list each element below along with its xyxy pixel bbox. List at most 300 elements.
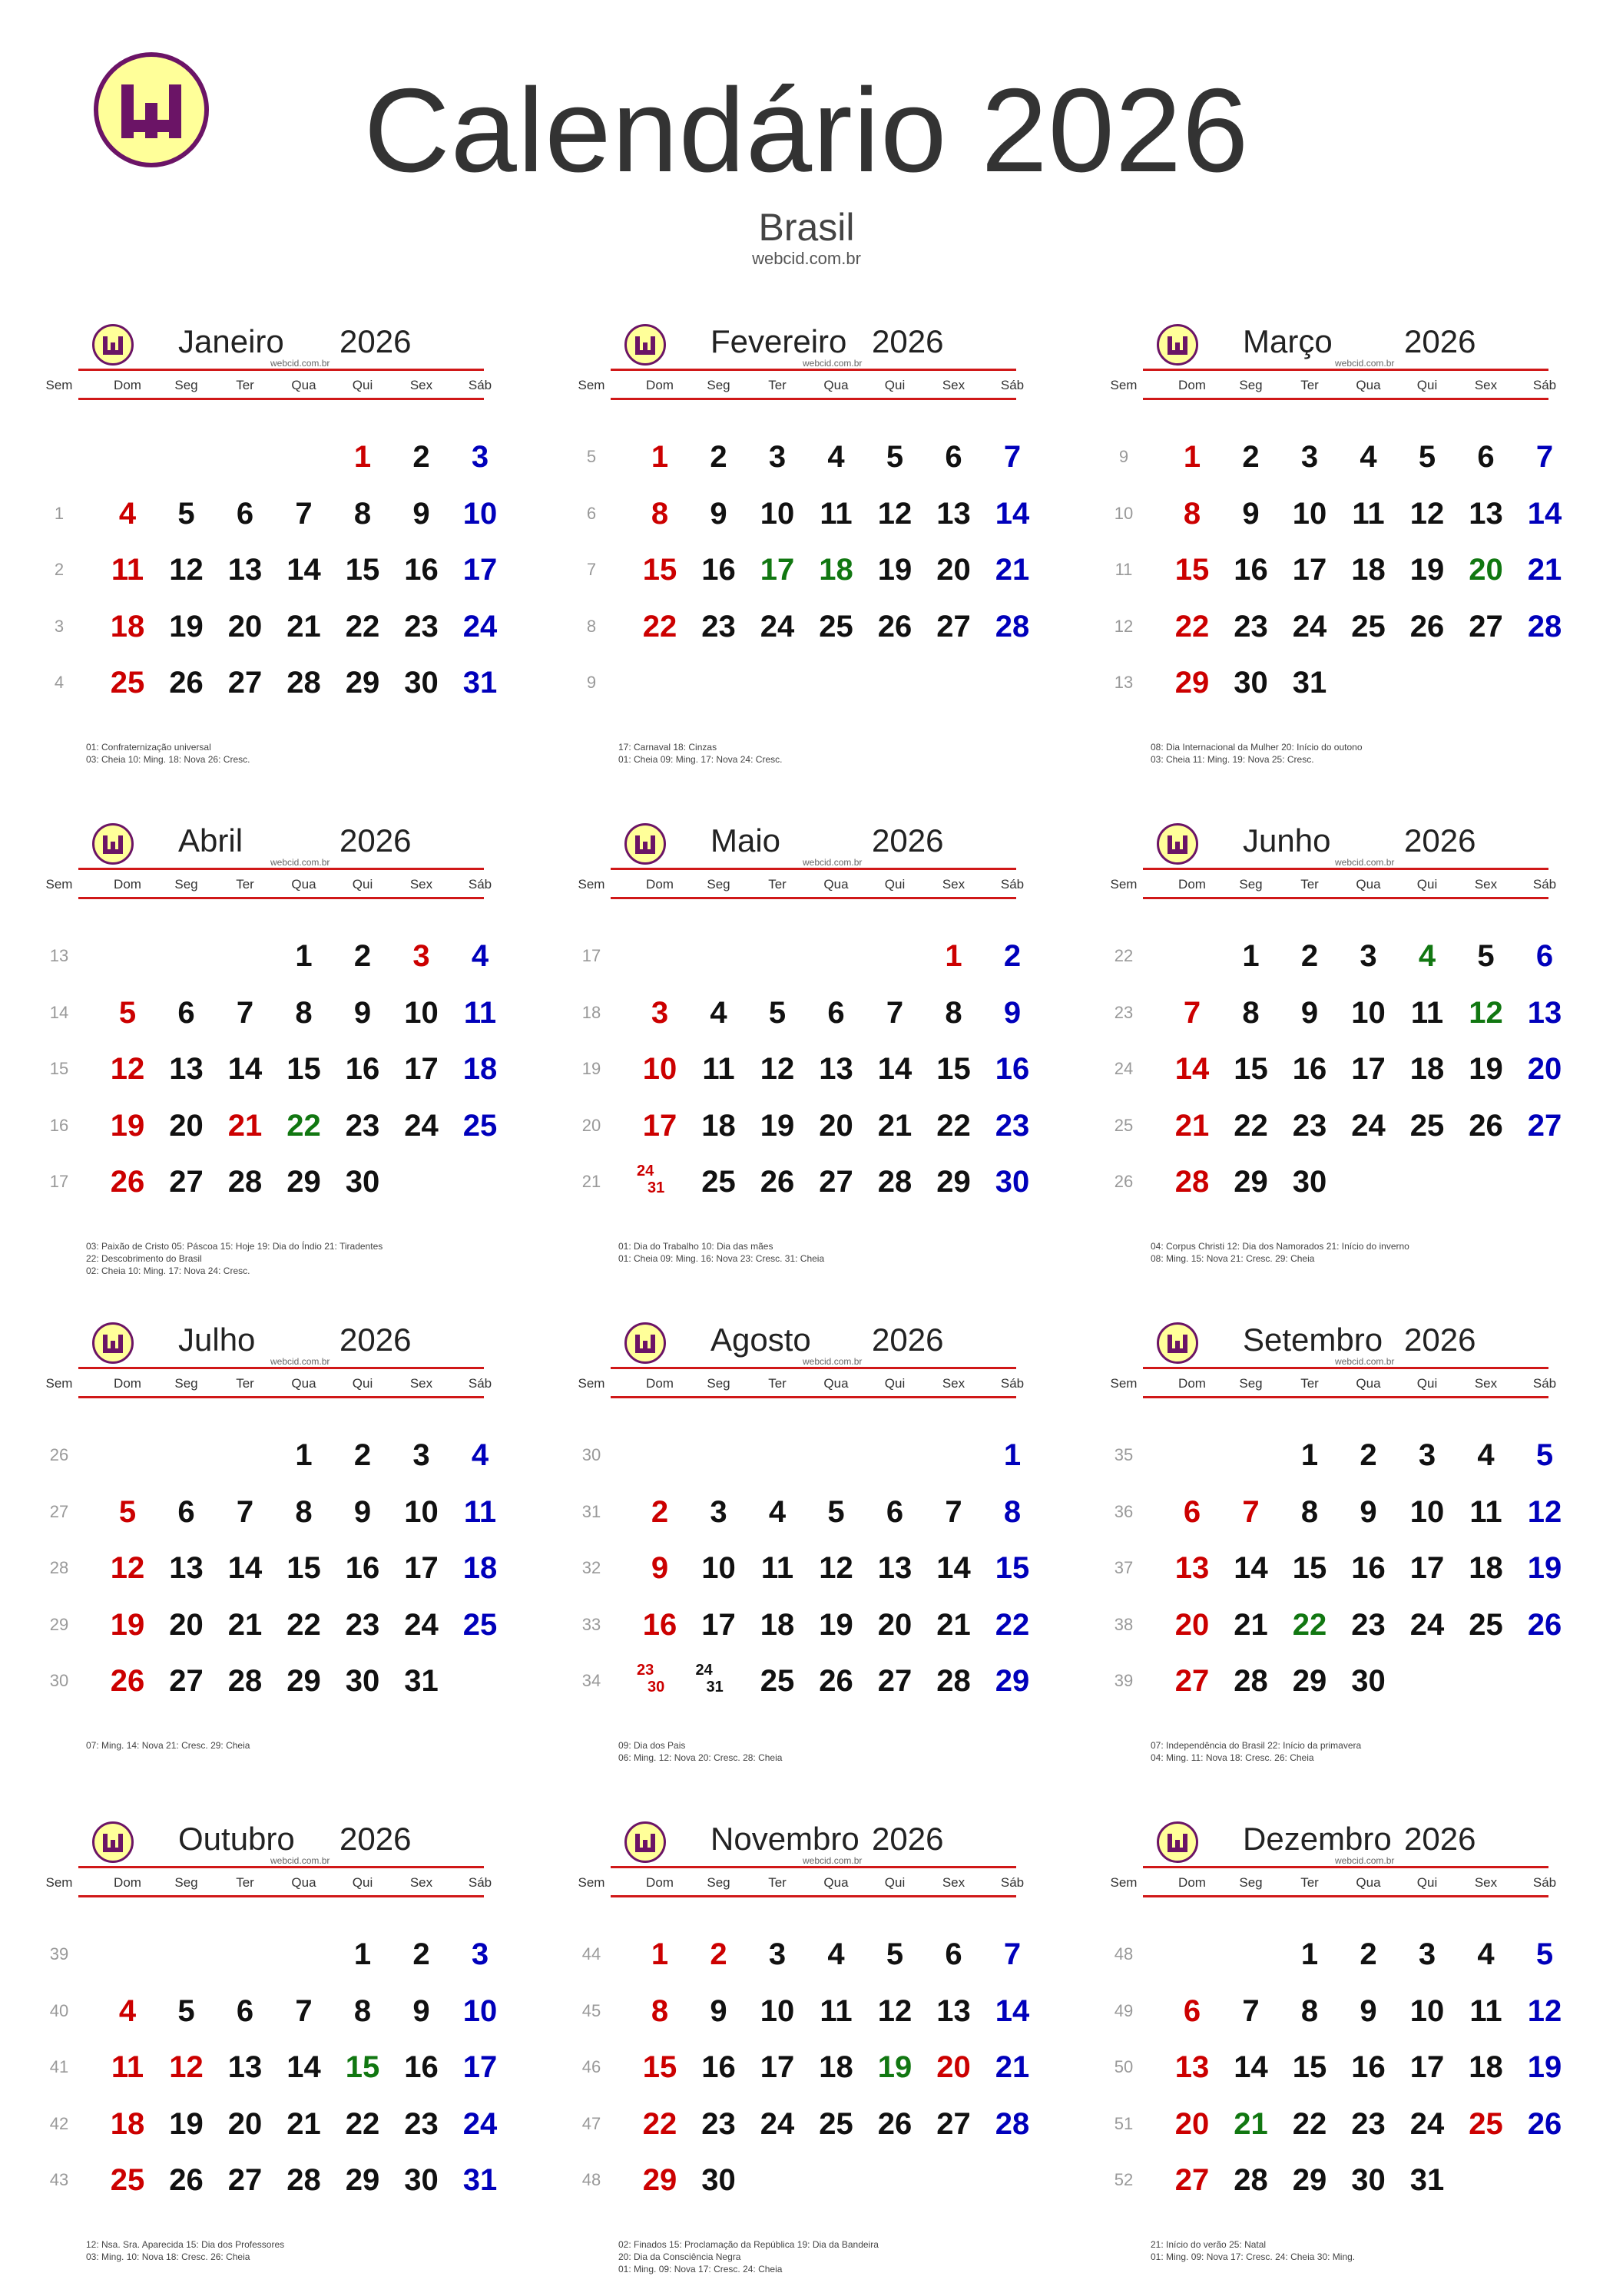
calendar-day: 28 (286, 666, 321, 700)
weekday-header: Sex (942, 1376, 965, 1391)
calendar-day: 22 (1292, 1607, 1327, 1642)
month-abril (40, 822, 562, 1298)
calendar-day: 10 (404, 995, 439, 1030)
calendar-day: 21 (1174, 1108, 1210, 1143)
weekday-header: Seg (1239, 1875, 1263, 1890)
weekday-header: Sáb (468, 378, 492, 392)
weekday-header: Ter (236, 1376, 254, 1391)
week-number: 34 (581, 1671, 601, 1690)
weekday-header: Sex (942, 877, 965, 892)
weekday-header: Ter (236, 378, 254, 392)
calendar-day: 25 (819, 2106, 853, 2141)
week-number: 15 (49, 1059, 69, 1078)
calendar-day: 7 (295, 496, 313, 531)
calendar-day: 18 (1469, 1551, 1503, 1585)
calendar-day: 3 (412, 1438, 430, 1472)
calendar-day: 9 (412, 1993, 430, 2028)
calendar-day: 20 (169, 1108, 204, 1143)
weekday-header: Seg (174, 1376, 198, 1391)
note-line: 07: Ming. 14: Nova 21: Cresc. 29: Cheia (86, 1740, 250, 1751)
calendar-day: 28 (995, 2106, 1030, 2141)
calendar-day: 25 (819, 609, 853, 643)
calendar-day: 15 (1234, 1052, 1268, 1086)
month-name: Junho (1243, 822, 1331, 859)
month-notes (1151, 1240, 1581, 1265)
calendar-day: 2 (1360, 1937, 1377, 1971)
weekday-header: Sáb (1000, 1376, 1025, 1391)
calendar-day: 4 (768, 1494, 787, 1529)
day-number: 24 (637, 1163, 654, 1179)
calendar-day: 21 (286, 609, 321, 643)
weekday-header: Ter (1300, 1376, 1319, 1391)
calendar-day: 12 (1527, 1993, 1562, 2028)
weekday-header: Qui (884, 1376, 906, 1391)
weekday-header: Sáb (1000, 378, 1025, 392)
weekday-header: Qui (1416, 877, 1438, 892)
month-name: Dezembro (1243, 1821, 1392, 1857)
calendar-day: 19 (760, 1108, 795, 1143)
calendar-day: 27 (169, 1165, 204, 1199)
calendar-day: 2 (353, 939, 372, 973)
calendar-day: 7 (886, 995, 904, 1030)
month-notes (1151, 1739, 1581, 1764)
calendar-day: 26 (110, 1165, 145, 1199)
weekday-header: Qui (352, 378, 373, 392)
month-notes (618, 1739, 1048, 1764)
calendar-day: 1 (945, 939, 962, 973)
week-number: 8 (586, 616, 597, 636)
calendar-day: 3 (471, 440, 489, 474)
week-number: 44 (581, 1944, 601, 1964)
calendar-day: 11 (702, 1052, 735, 1086)
calendar-day: 30 (995, 1165, 1030, 1199)
weekday-header: Qua (1356, 378, 1381, 392)
calendar-day: 4 (827, 1937, 845, 1971)
calendar-day: 5 (118, 1494, 137, 1529)
calendar-day: 22 (345, 2106, 380, 2141)
calendar-day: 14 (1527, 496, 1562, 531)
calendar-day: 1 (651, 1937, 669, 1971)
calendar-day: 9 (651, 1551, 669, 1585)
calendar-day: 3 (471, 1937, 489, 1971)
calendar-day: 7 (1183, 995, 1201, 1030)
month-name: Janeiro (178, 323, 284, 359)
calendar-day-split (631, 1163, 689, 1201)
note-line: 09: Dia dos Pais (618, 1740, 686, 1751)
week-number: 37 (1114, 1558, 1134, 1577)
calendar-day: 27 (227, 666, 263, 700)
month-agosto (572, 1321, 1095, 1797)
weekday-header: Sex (409, 1875, 433, 1890)
weekday-header: Qui (352, 1376, 373, 1391)
month-year: 2026 (872, 1821, 944, 1857)
calendar-day: 4 (1477, 1937, 1495, 1971)
calendar-day: 7 (1242, 1494, 1260, 1529)
month-name: Outubro (178, 1821, 295, 1857)
calendar-day: 20 (227, 609, 263, 643)
calendar-day: 19 (110, 1607, 145, 1642)
week-number: 17 (49, 1172, 69, 1191)
calendar-day: 4 (1477, 1438, 1495, 1472)
calendar-day: 30 (1351, 2163, 1386, 2197)
calendar-day: 28 (227, 1664, 263, 1698)
calendar-day: 1 (353, 440, 372, 474)
weekday-header: Seg (707, 877, 730, 892)
month-notes (86, 1739, 516, 1752)
calendar-day: 16 (1234, 553, 1268, 587)
weekday-header: Qua (823, 877, 849, 892)
calendar-day: 8 (295, 995, 313, 1030)
week-number: 3 (54, 616, 65, 636)
calendar-day: 3 (1300, 440, 1319, 474)
calendar-day: 17 (760, 553, 795, 587)
calendar-day: 21 (995, 2050, 1030, 2084)
week-number: 52 (1114, 2170, 1134, 2189)
weekday-header: Sex (409, 877, 433, 892)
calendar-day: 21 (1234, 2106, 1268, 2141)
site-url: webcid.com.br (1335, 857, 1395, 868)
calendar-day: 18 (110, 2106, 145, 2141)
calendar-day: 26 (110, 1664, 145, 1698)
calendar-day: 4 (1360, 440, 1377, 474)
week-number: 23 (1114, 1002, 1134, 1022)
calendar-day: 17 (701, 1607, 736, 1642)
calendar-day: 20 (1527, 1052, 1562, 1086)
note-line: 01: Cheia 09: Ming. 16: Nova 23: Cresc. 31: Cheia (618, 1253, 825, 1264)
calendar-day: 29 (995, 1664, 1030, 1698)
calendar-day: 25 (760, 1664, 795, 1698)
calendar-day: 14 (1234, 2050, 1268, 2084)
weekday-header: Ter (1300, 1875, 1319, 1890)
calendar-day: 24 (462, 2106, 498, 2141)
calendar-day: 23 (345, 1108, 380, 1143)
calendar-day: 8 (1300, 1993, 1319, 2028)
calendar-day: 5 (177, 496, 195, 531)
calendar-day: 22 (286, 1607, 321, 1642)
month-notes (86, 2238, 516, 2263)
weekday-header: Sex (409, 1376, 433, 1391)
month-year: 2026 (339, 323, 412, 359)
divider (1143, 868, 1548, 870)
calendar-day: 28 (1174, 1165, 1210, 1199)
calendar-day: 10 (760, 1993, 795, 2028)
calendar-day: 8 (1300, 1494, 1319, 1529)
site-url: webcid.com.br (1335, 1855, 1395, 1866)
calendar-day: 6 (945, 440, 962, 474)
calendar-day: 20 (819, 1108, 853, 1143)
calendar-day: 28 (995, 609, 1030, 643)
weekday-header: Ter (1300, 378, 1319, 392)
month-notes (618, 1240, 1048, 1265)
calendar-day: 15 (1292, 2050, 1327, 2084)
calendar-day: 9 (1003, 995, 1022, 1030)
site-url: webcid.com.br (803, 358, 863, 369)
note-line: 04: Ming. 11: Nova 18: Cresc. 26: Cheia (1151, 1752, 1314, 1763)
calendar-day: 29 (936, 1165, 971, 1199)
calendar-day: 30 (345, 1165, 380, 1199)
calendar-day: 18 (462, 1551, 498, 1585)
calendar-day: 11 (1469, 1494, 1502, 1529)
calendar-day: 15 (345, 553, 380, 587)
calendar-day: 4 (710, 995, 727, 1030)
calendar-day: 8 (1242, 995, 1260, 1030)
calendar-day: 31 (1409, 2163, 1445, 2197)
calendar-day: 2 (1003, 939, 1022, 973)
calendar-day: 18 (701, 1108, 736, 1143)
calendar-day: 18 (1351, 553, 1386, 587)
week-number-header: Sem (1110, 877, 1138, 892)
calendar-day: 23 (345, 1607, 380, 1642)
note-line: 01: Ming. 09: Nova 17: Cresc. 24: Cheia 30: Ming. (1151, 2251, 1356, 2262)
week-number: 13 (49, 946, 69, 965)
calendar-day: 9 (1360, 1993, 1377, 2028)
note-line: 03: Ming. 10: Nova 18: Cresc. 26: Cheia (86, 2251, 250, 2262)
calendar-day: 3 (651, 995, 669, 1030)
calendar-day: 10 (1409, 1494, 1445, 1529)
weekday-header: Seg (707, 1376, 730, 1391)
calendar-day: 29 (1292, 2163, 1327, 2197)
weekday-header: Qua (291, 1376, 316, 1391)
calendar-day: 19 (1527, 1551, 1562, 1585)
divider (78, 1396, 484, 1398)
week-number: 16 (49, 1115, 69, 1135)
webcid-logo-icon (624, 1322, 666, 1364)
week-number-header: Sem (45, 877, 73, 892)
calendar-day: 13 (819, 1052, 853, 1086)
calendar-day: 13 (877, 1551, 912, 1585)
month-name: Novembro (710, 1821, 859, 1857)
divider (1143, 1367, 1548, 1369)
month-notes (1151, 741, 1581, 766)
note-line: 22: Descobrimento do Brasil (86, 1253, 202, 1264)
calendar-day: 3 (768, 440, 787, 474)
weekday-header: Seg (1239, 378, 1263, 392)
weekday-header: Qua (291, 378, 316, 392)
calendar-day: 17 (1351, 1052, 1386, 1086)
calendar-day: 10 (404, 1494, 439, 1529)
calendar-day: 26 (1409, 609, 1445, 643)
calendar-day: 5 (886, 1937, 904, 1971)
webcid-logo-icon (624, 1821, 666, 1863)
weekday-header: Ter (768, 1376, 787, 1391)
calendar-day: 27 (1174, 1664, 1210, 1698)
calendar-day: 17 (404, 1052, 439, 1086)
note-line: 17: Carnaval 18: Cinzas (618, 742, 717, 753)
week-number: 26 (49, 1445, 69, 1464)
calendar-day: 18 (1409, 1052, 1445, 1086)
note-line: 06: Ming. 12: Nova 20: Cresc. 28: Cheia (618, 1752, 783, 1763)
site-url: webcid.com.br (270, 857, 330, 868)
weekday-header: Qui (352, 1875, 373, 1890)
webcid-logo-icon (1157, 1322, 1198, 1364)
calendar-day: 11 (1469, 1993, 1502, 2028)
month-year: 2026 (1404, 1322, 1476, 1358)
calendar-day: 15 (642, 2050, 677, 2084)
month-maio (572, 822, 1095, 1298)
calendar-day: 26 (877, 2106, 912, 2141)
week-number: 45 (581, 2000, 601, 2020)
week-number: 11 (1115, 560, 1133, 579)
note-line: 04: Corpus Christi 12: Dia dos Namorados 21: Início do inverno (1151, 1241, 1409, 1252)
week-number: 20 (581, 1115, 601, 1135)
weekday-header: Qui (1416, 378, 1438, 392)
month-year: 2026 (872, 822, 944, 859)
calendar-day: 7 (236, 1494, 254, 1529)
calendar-day: 16 (1292, 1052, 1327, 1086)
calendar-day: 19 (877, 2050, 912, 2084)
month-setembro (1105, 1321, 1613, 1797)
week-number: 25 (1114, 1115, 1134, 1135)
calendar-day: 2 (412, 1937, 430, 1971)
calendar-day: 18 (819, 553, 853, 587)
site-url: webcid.com.br (803, 857, 863, 868)
month-name: Abril (178, 822, 243, 859)
calendar-day: 30 (701, 2163, 736, 2197)
month-year: 2026 (872, 1322, 944, 1358)
calendar-day: 15 (345, 2050, 380, 2084)
weekday-header: Sáb (468, 1875, 492, 1890)
calendar-day: 30 (1234, 666, 1268, 700)
calendar-day: 6 (177, 1494, 195, 1529)
calendar-day: 27 (936, 2106, 971, 2141)
calendar-day: 20 (877, 1607, 912, 1642)
divider (611, 897, 1016, 899)
calendar-day: 29 (345, 666, 380, 700)
calendar-day: 17 (1409, 1551, 1445, 1585)
week-number: 50 (1114, 2057, 1134, 2076)
month-janeiro (40, 323, 562, 799)
calendar-day: 28 (1234, 2163, 1268, 2197)
calendar-day: 16 (1351, 1551, 1386, 1585)
calendar-day: 22 (1292, 2106, 1327, 2141)
week-number: 47 (581, 2113, 601, 2133)
week-number: 26 (1114, 1172, 1134, 1191)
weekday-header: Qua (291, 1875, 316, 1890)
month-junho (1105, 822, 1613, 1298)
week-number: 48 (1114, 1944, 1134, 1964)
calendar-day: 12 (877, 1993, 912, 2028)
month-year: 2026 (339, 822, 412, 859)
calendar-day: 13 (227, 553, 263, 587)
divider (1143, 398, 1548, 400)
divider (78, 398, 484, 400)
calendar-day: 21 (1527, 553, 1562, 587)
month-dezembro (1105, 1820, 1613, 2296)
divider (611, 868, 1016, 870)
calendar-day: 7 (295, 1993, 313, 2028)
week-number: 35 (1114, 1445, 1134, 1464)
week-number-header: Sem (45, 378, 73, 392)
calendar-day: 12 (819, 1551, 853, 1585)
weekday-header: Seg (707, 1875, 730, 1890)
calendar-day: 21 (1234, 1607, 1268, 1642)
calendar-day: 13 (1527, 995, 1562, 1030)
week-number: 33 (581, 1614, 601, 1634)
week-number: 48 (581, 2170, 601, 2189)
calendar-day: 3 (768, 1937, 787, 1971)
webcid-logo-icon (92, 324, 134, 366)
calendar-day: 28 (1527, 609, 1562, 643)
calendar-day: 6 (1183, 1494, 1201, 1529)
calendar-day: 12 (169, 2050, 204, 2084)
calendar-day-split (631, 1662, 689, 1700)
calendar-day: 11 (1352, 496, 1385, 531)
month-notes (86, 1240, 516, 1277)
calendar-day-split (690, 1662, 748, 1700)
webcid-logo-icon (92, 823, 134, 865)
week-number-header: Sem (1110, 1875, 1138, 1890)
calendar-day: 21 (936, 1607, 971, 1642)
calendar-day: 24 (462, 609, 498, 643)
calendar-day: 11 (111, 2050, 144, 2084)
weekday-header: Ter (768, 378, 787, 392)
weekday-header: Dom (1178, 1376, 1206, 1391)
calendar-day: 28 (286, 2163, 321, 2197)
calendar-day: 27 (227, 2163, 263, 2197)
calendar-day: 9 (353, 1494, 372, 1529)
divider (611, 1367, 1016, 1369)
calendar-day: 5 (768, 995, 787, 1030)
weekday-header: Sáb (468, 1376, 492, 1391)
calendar-day: 15 (642, 553, 677, 587)
day-number: 30 (648, 1679, 665, 1696)
week-number: 30 (49, 1671, 69, 1690)
month-year: 2026 (872, 323, 944, 359)
weekday-header: Qui (1416, 1376, 1438, 1391)
calendar-day: 6 (236, 1993, 254, 2028)
week-number-header: Sem (45, 1376, 73, 1391)
note-line: 08: Ming. 15: Nova 21: Cresc. 29: Cheia (1151, 1253, 1315, 1264)
note-line: 01: Cheia 09: Ming. 17: Nova 24: Cresc. (618, 754, 783, 765)
weekday-header: Seg (174, 1875, 198, 1890)
week-number: 32 (581, 1558, 601, 1577)
divider (78, 1367, 484, 1369)
month-notes (86, 741, 516, 766)
weekday-header: Ter (768, 877, 787, 892)
calendar-day: 22 (1234, 1108, 1268, 1143)
weekday-header: Sex (409, 378, 433, 392)
calendar-day: 4 (1418, 939, 1436, 973)
calendar-day: 29 (286, 1165, 321, 1199)
calendar-day: 2 (1300, 939, 1319, 973)
calendar-day: 24 (760, 609, 795, 643)
weekday-header: Seg (1239, 1376, 1263, 1391)
calendar-day: 24 (1292, 609, 1327, 643)
calendar-day: 2 (710, 1937, 727, 1971)
month-name: Julho (178, 1322, 256, 1358)
calendar-day: 18 (462, 1052, 498, 1086)
month-notes (618, 741, 1048, 766)
divider (1143, 897, 1548, 899)
calendar-day: 6 (827, 995, 845, 1030)
calendar-day: 5 (1535, 1438, 1554, 1472)
divider (78, 1866, 484, 1868)
weekday-header: Sáb (1532, 877, 1557, 892)
weekday-header: Sex (942, 1875, 965, 1890)
calendar-day: 14 (1174, 1052, 1210, 1086)
calendar-day: 24 (1351, 1108, 1386, 1143)
calendar-day: 18 (760, 1607, 795, 1642)
site-url: webcid.com.br (752, 249, 861, 268)
weekday-header: Sex (1474, 1376, 1498, 1391)
calendar-day: 27 (169, 1664, 204, 1698)
calendar-day: 20 (936, 553, 971, 587)
page-title: Calendário 2026 (363, 64, 1250, 197)
site-url: webcid.com.br (270, 358, 330, 369)
calendar-day: 16 (345, 1551, 380, 1585)
calendar-day: 4 (471, 939, 489, 973)
week-number: 1 (54, 503, 65, 523)
